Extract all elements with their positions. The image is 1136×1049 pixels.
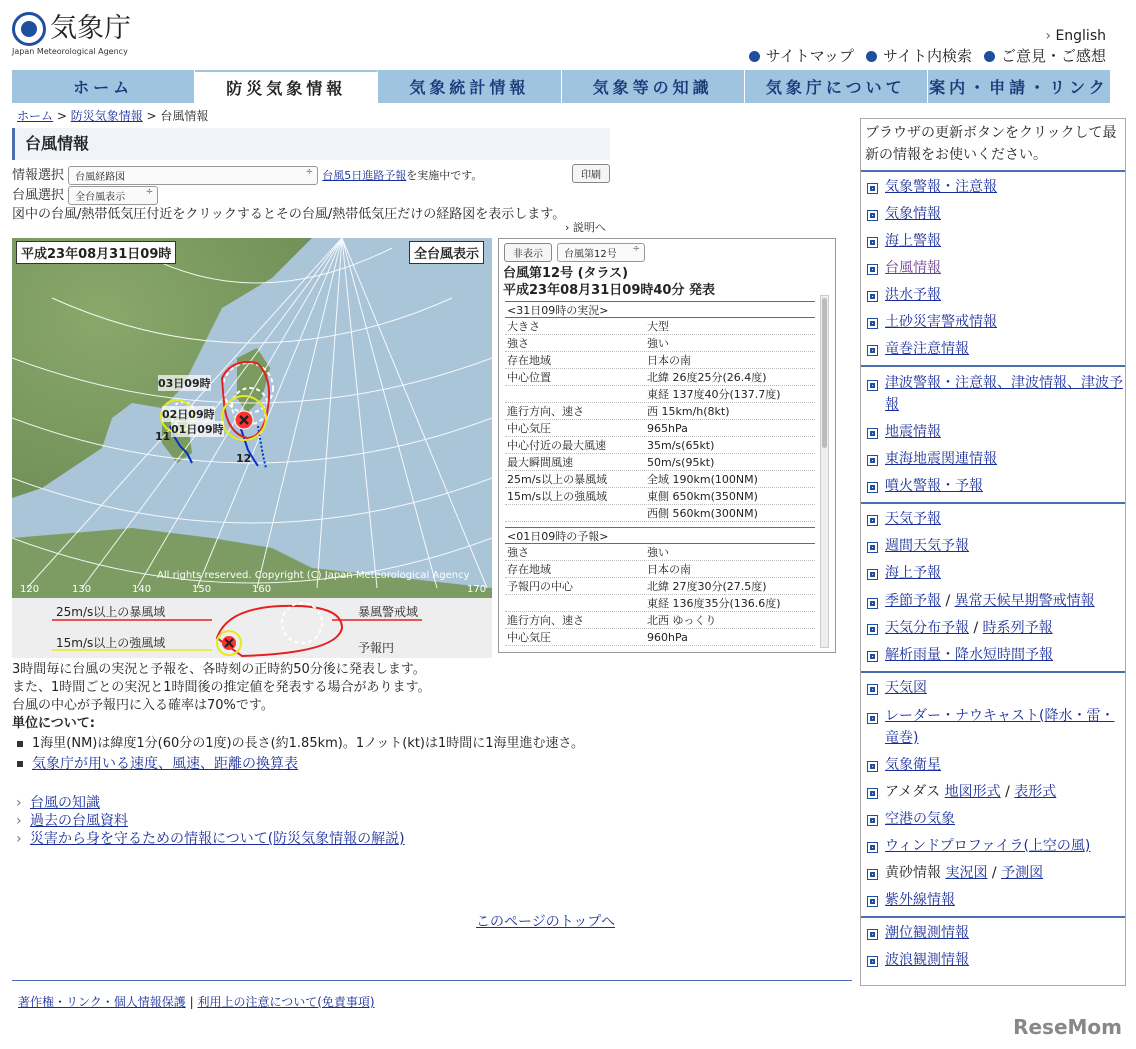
info-select-row [12, 164, 482, 185]
notes [12, 661, 612, 848]
sidebar-item-earthquake [861, 419, 1125, 446]
obs-value: 北緯 26度25分(26.4度) [647, 371, 767, 384]
sidebar-link-amedas-map[interactable]: 地図形式 [944, 784, 1001, 800]
fc-row [505, 561, 815, 578]
obs-key: 存在地域 [507, 354, 551, 367]
sidebar-link-tornado[interactable]: 竜巻注意情報 [885, 341, 969, 357]
site-search-label: サイト内検索 [883, 47, 972, 65]
map-show-all: 全台風表示 [409, 241, 484, 264]
obs-value: 西側 560km(300NM) [647, 507, 758, 520]
typhoon-number-11[interactable]: 11 [155, 430, 171, 443]
sidebar-link-kosa-obs[interactable]: 実況図 [945, 865, 988, 881]
nav-knowledge[interactable]: 気象等の知識 [562, 70, 745, 103]
logo-text: 気象庁 [50, 13, 131, 44]
obs-value: 50m/s(95kt) [647, 456, 715, 469]
sitemap-label: サイトマップ [765, 47, 855, 65]
sidebar-link-tide[interactable]: 潮位観測情報 [885, 925, 969, 941]
typhoon-knowledge-item [12, 794, 612, 812]
legend-strong: 15m/s以上の強風域 [56, 636, 166, 650]
sidebar-item-tsunami [861, 369, 1125, 419]
explain-label: 説明へ [572, 221, 606, 234]
footer-divider [12, 980, 852, 981]
sidebar-item-wave [861, 947, 1125, 974]
hide-button[interactable]: 非表示 [504, 243, 552, 262]
sidebar [860, 118, 1126, 986]
typhoon-number-select[interactable]: 台風第12号 ÷ [557, 243, 645, 262]
forecast-table [505, 527, 815, 646]
obs-row [505, 505, 815, 522]
sidebar-link-weather-info[interactable]: 気象情報 [885, 206, 941, 222]
obs-key: 25m/s以上の暴風域 [507, 473, 608, 486]
obs-key: 進行方向、速さ [507, 405, 584, 418]
obs-header: <31日09時の実況> [505, 301, 815, 318]
fc-key: 強さ [507, 546, 529, 559]
sidebar-link-kosa-forecast[interactable]: 予測図 [1001, 865, 1044, 881]
fc-key: 進行方向、速さ [507, 614, 584, 627]
lon-tick: 160 [252, 584, 272, 595]
typhoon-track-map[interactable] [12, 238, 492, 598]
logo-english-text: Japan Meteorological Agency [12, 47, 128, 56]
map-date: 平成23年08月31日09時 [16, 241, 176, 264]
sidebar-sep: / [987, 865, 1002, 881]
sidebar-group-forecast [861, 502, 1125, 671]
sidebar-link-wave[interactable]: 波浪観測情報 [885, 952, 969, 968]
nav-disaster-info[interactable]: 防災気象情報 [195, 70, 378, 103]
sidebar-link-landslide[interactable]: 土砂災害警戒情報 [885, 314, 997, 330]
sidebar-group-earthquake [861, 365, 1125, 502]
breadcrumb-home[interactable]: ホーム [17, 109, 54, 123]
lon-tick: 130 [72, 584, 92, 595]
forecast-suffix: を実施中です。 [406, 169, 483, 182]
disaster-info-link[interactable]: 災害から身を守るための情報について(防災気象情報の解説) [30, 831, 405, 847]
sidebar-item-kosa [861, 860, 1125, 887]
kosa-label: 黄砂情報 [885, 865, 946, 881]
footer-disclaimer-link[interactable]: 利用上の注意について(免責事項) [197, 995, 375, 1009]
jma-logo-icon [12, 12, 46, 46]
obs-key: 最大瞬間風速 [507, 456, 573, 469]
english-link[interactable]: › English [1045, 28, 1106, 44]
sidebar-group-ocean [861, 916, 1125, 976]
watermark: ReseMom [1013, 1015, 1122, 1039]
fc-key [505, 595, 647, 611]
sidebar-link-volcano[interactable]: 噴火警報・予報 [885, 478, 983, 494]
footer [18, 993, 375, 1010]
obs-key: 中心位置 [507, 371, 551, 384]
sidebar-sep: / [969, 620, 983, 636]
bullet-icon [749, 51, 760, 62]
obs-row [505, 318, 815, 335]
sidebar-link-satellite[interactable]: 気象衛星 [885, 757, 941, 773]
note-3: 台風の中心が予報円に入る確率は70%です。 [12, 698, 274, 713]
obs-row [505, 471, 815, 488]
typhoon-name: 台風第12号 (タラス) [503, 266, 629, 281]
obs-row [505, 420, 815, 437]
issued-time: 平成23年08月31日09時40分 発表 [503, 283, 715, 298]
fc-row [505, 629, 815, 646]
amedas-label: アメダス [885, 784, 945, 800]
obs-value: 全域 190km(100NM) [647, 473, 758, 486]
fc-value: 北西 ゆっくり [647, 614, 717, 627]
units-title: 単位について: [12, 716, 95, 731]
info-select-label: 情報選択 [12, 168, 65, 183]
sidebar-item-tide [861, 920, 1125, 947]
feedback-link[interactable] [984, 45, 1106, 66]
sidebar-group-warnings [861, 170, 1125, 365]
typhoon-select-label: 台風選択 [12, 188, 65, 203]
sidebar-link-wind-profiler[interactable]: ウィンドプロファイラ(上空の風) [885, 838, 1091, 854]
sidebar-link-typhoon[interactable]: 台風情報 [885, 260, 941, 276]
sidebar-intro: ブラウザの更新ボタンをクリックして最新の情報をお使いください。 [865, 125, 1117, 163]
fc-value: 日本の南 [647, 563, 691, 576]
sidebar-item-flood [861, 282, 1125, 309]
top-links [749, 45, 1106, 66]
obs-key: 中心気圧 [507, 422, 551, 435]
obs-row [505, 335, 815, 352]
breadcrumb-parent[interactable]: 防災気象情報 [70, 109, 143, 123]
fc-row [505, 595, 815, 612]
bullet-icon [984, 51, 995, 62]
info-select[interactable]: 台風経路図 ÷ [68, 166, 318, 185]
map-legend [12, 598, 492, 658]
sidebar-item-uv [861, 887, 1125, 914]
page-title: 台風情報 [12, 128, 610, 160]
obs-key: 大きさ [507, 320, 540, 333]
sidebar-link-seasonal[interactable]: 季節予報 [885, 593, 941, 609]
sidebar-link-distribution[interactable]: 天気分布予報 [885, 620, 969, 636]
obs-value: 35m/s(65kt) [647, 439, 715, 452]
obs-key: 中心付近の最大風速 [507, 439, 606, 452]
sidebar-item-forecast [861, 506, 1125, 533]
past-typhoon-item [12, 812, 612, 830]
sidebar-link-tsunami[interactable]: 津波警報・注意報、津波情報、津波予報 [885, 375, 1123, 413]
obs-key: 強さ [507, 337, 529, 350]
nav-about[interactable]: 気象庁について [745, 70, 928, 103]
sidebar-item-satellite [861, 752, 1125, 779]
obs-row [505, 386, 815, 403]
sidebar-link-tokai[interactable]: 東海地震関連情報 [885, 451, 997, 467]
typhoon-select-row [12, 184, 158, 205]
sidebar-group-observation [861, 671, 1125, 916]
sidebar-item-amedas [861, 779, 1125, 806]
sidebar-item-seasonal [861, 587, 1125, 615]
obs-key: 15m/s以上の強風域 [507, 490, 608, 503]
sidebar-link-warning[interactable]: 気象警報・注意報 [885, 179, 997, 195]
sidebar-link-uv[interactable]: 紫外線情報 [885, 892, 955, 908]
sidebar-link-early-warning[interactable]: 異常天候早期警戒情報 [954, 593, 1095, 609]
note-1: 3時間毎に台風の実況と予報を、各時刻の正時約50分後に発表します。 [12, 662, 426, 677]
sidebar-link-airport[interactable]: 空港の気象 [885, 811, 955, 827]
obs-value: 強い [647, 337, 669, 350]
sidebar-item-warning [861, 174, 1125, 201]
obs-row [505, 403, 815, 420]
obs-row [505, 454, 815, 471]
sidebar-sep: / [1000, 784, 1015, 800]
legend-storm: 25m/s以上の暴風域 [56, 605, 166, 619]
sidebar-item-weather-info [861, 201, 1125, 228]
sidebar-item-distribution [861, 615, 1125, 642]
typhoon-info-panel [498, 238, 836, 653]
legend-warning: 暴風警戒域 [358, 605, 419, 619]
past-typhoon-link[interactable]: 過去の台風資料 [30, 813, 128, 829]
obs-value: 大型 [647, 320, 669, 333]
fc-key: 予報円の中心 [507, 580, 573, 593]
track-label-02: 02日09時 [162, 408, 215, 421]
breadcrumb-sep: > [53, 109, 71, 123]
lon-tick: 120 [20, 584, 40, 595]
sidebar-item-weekly [861, 533, 1125, 560]
lon-tick: 170 [467, 584, 487, 595]
obs-value: 西 15km/h(8kt) [647, 405, 730, 418]
fc-value: 東経 136度35分(136.6度) [647, 597, 781, 610]
conversion-table-link[interactable]: 気象庁が用いる速度、風速、距離の換算表 [32, 756, 298, 772]
obs-value: 965hPa [647, 422, 688, 435]
panel-scrollbar[interactable] [820, 295, 829, 648]
footer-copyright-link[interactable]: 著作権・リンク・個人情報保護 [18, 995, 186, 1009]
sidebar-item-marine-forecast [861, 560, 1125, 587]
sidebar-item-landslide [861, 309, 1125, 336]
sidebar-link-rainfall[interactable]: 解析雨量・降水短時間予報 [885, 647, 1053, 663]
sidebar-link-radar[interactable]: レーダー・ナウキャスト(降水・雷・竜巻) [885, 708, 1115, 746]
sidebar-link-weekly[interactable]: 週間天気予報 [885, 538, 969, 554]
fc-row [505, 612, 815, 629]
map-copyright: All rights reserved. Copyright (C) Japan Meteorological Agency [157, 570, 470, 581]
sidebar-link-forecast[interactable]: 天気予報 [885, 511, 941, 527]
sidebar-link-weather-map[interactable]: 天気図 [885, 680, 927, 696]
track-label-01: 01日09時 [171, 423, 224, 436]
note-2: また、1時間ごとの実況と1時間後の推定値を発表する場合があります。 [12, 680, 431, 695]
unit-note: 1海里(NM)は緯度1分(60分の1度)の長さ(約1.85km)。1ノット(kt)は1時間に1海里進む速さ。 [12, 735, 612, 753]
unit-table-item [12, 755, 612, 774]
jma-logo[interactable] [12, 12, 131, 46]
track-label-03: 03日09時 [158, 377, 211, 390]
fc-key: 中心気圧 [507, 631, 551, 644]
sidebar-item-marine-warning [861, 228, 1125, 255]
sidebar-item-typhoon [861, 255, 1125, 282]
forecast-header: <01日09時の予報> [505, 527, 815, 544]
sidebar-link-amedas-table[interactable]: 表形式 [1014, 784, 1057, 800]
fc-value: 960hPa [647, 631, 688, 644]
global-nav [12, 70, 1110, 103]
site-search-link[interactable] [866, 45, 972, 66]
breadcrumb-current: 台風情報 [160, 109, 209, 123]
obs-key [505, 505, 647, 521]
map-graphic [12, 238, 492, 598]
legend-forecast-circle: 予報円 [358, 641, 395, 655]
sidebar-link-marine-warning[interactable]: 海上警報 [885, 233, 941, 249]
map-instruction: 図中の台風/熱帯低気圧付近をクリックするとその台風/熱帯低気圧だけの経路図を表示します。 [12, 207, 566, 222]
lon-tick: 140 [132, 584, 152, 595]
sidebar-item-weather-map [861, 675, 1125, 702]
feedback-label: ご意見・ご感想 [1000, 47, 1106, 65]
page-top-link[interactable]: このページのトップへ [476, 914, 616, 930]
bullet-icon [866, 51, 877, 62]
breadcrumb [17, 107, 208, 124]
fc-value: 北緯 27度30分(27.5度) [647, 580, 767, 593]
obs-row [505, 369, 815, 386]
typhoon-knowledge-link[interactable]: 台風の知識 [30, 795, 100, 811]
five-day-forecast-link[interactable]: 台風5日進路予報 [322, 169, 407, 182]
sidebar-sep: / [941, 593, 955, 609]
sidebar-item-tornado [861, 336, 1125, 363]
disaster-info-item [12, 830, 612, 848]
sidebar-item-wind-profiler [861, 833, 1125, 860]
sidebar-link-timeseries[interactable]: 時系列予報 [982, 620, 1053, 636]
obs-row [505, 352, 815, 369]
fc-row [505, 544, 815, 561]
sidebar-link-marine-forecast[interactable]: 海上予報 [885, 565, 941, 581]
sidebar-item-volcano [861, 473, 1125, 500]
typhoon-number-12[interactable]: 12 [236, 452, 252, 465]
sidebar-link-earthquake[interactable]: 地震情報 [885, 424, 941, 440]
breadcrumb-sep: > [142, 109, 161, 123]
obs-key [505, 386, 647, 402]
fc-key: 存在地域 [507, 563, 551, 576]
sidebar-item-airport [861, 806, 1125, 833]
nav-guide[interactable]: 案内・申請・リンク [929, 78, 1109, 97]
obs-row [505, 437, 815, 454]
obs-value: 東側 650km(350NM) [647, 490, 758, 503]
print-button[interactable]: 印刷 [572, 164, 610, 183]
fc-row [505, 578, 815, 595]
footer-sep: | [185, 995, 198, 1009]
obs-row [505, 488, 815, 505]
nav-statistics[interactable]: 気象統計情報 [378, 70, 561, 103]
sitemap-link[interactable] [749, 45, 854, 66]
sidebar-item-tokai [861, 446, 1125, 473]
sidebar-item-rainfall [861, 642, 1125, 669]
typhoon-select[interactable]: 全台風表示 ÷ [68, 186, 158, 205]
nav-home[interactable]: ホーム [12, 70, 195, 103]
sidebar-link-flood[interactable]: 洪水予報 [885, 287, 941, 303]
sidebar-item-radar [861, 702, 1125, 752]
explain-link[interactable]: › 説明へ [565, 221, 606, 234]
observation-table [505, 301, 815, 522]
obs-value: 東経 137度40分(137.7度) [647, 388, 781, 401]
lon-tick: 150 [192, 584, 212, 595]
fc-value: 強い [647, 546, 669, 559]
obs-value: 日本の南 [647, 354, 691, 367]
